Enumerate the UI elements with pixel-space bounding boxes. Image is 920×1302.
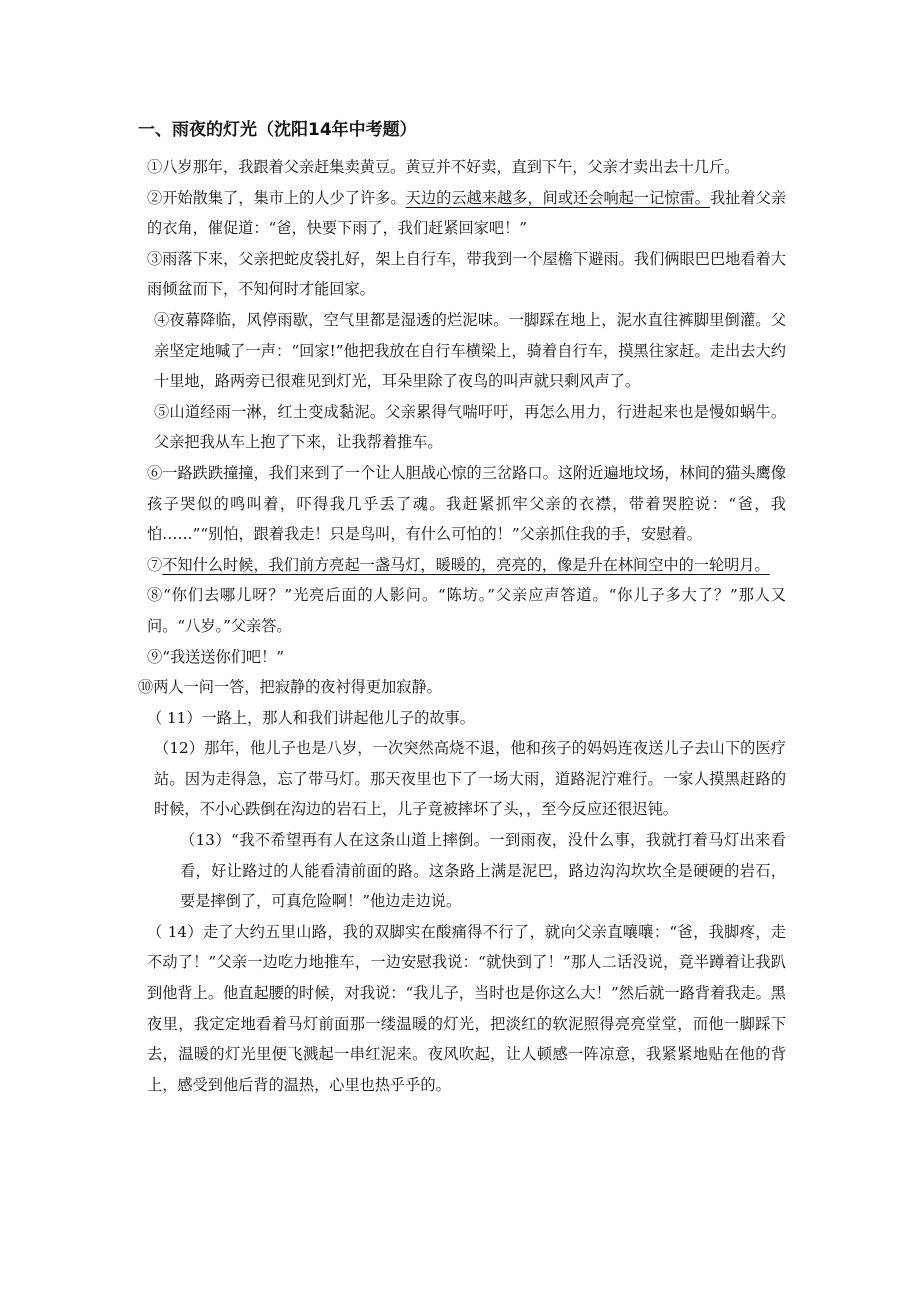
- article-title: 一、雨夜的灯光（沈阳14年中考题）: [138, 120, 417, 140]
- paragraph-6: ⑥一路跌跌撞撞，我们来到了一个让人胆战心惊的三岔路口。这附近遍地坟场，林间的猫头鹰像孩子哭似的鸣叫着，吓得我几乎丢了魂。我赶紧抓牢父亲的衣襟，带着哭腔说：“爸，我怕……”“别怕，跟着我走！只是鸟叫，有什么可怕的！”父亲抓住我的手，安慰着。: [147, 463, 786, 544]
- paragraph-7-marker: ⑦: [147, 555, 163, 574]
- paragraph-3: ③雨落下来，父亲把蛇皮袋扎好，架上自行车，带我到一个屋檐下避雨。我们俩眼巴巴地看着大雨倾盆而下，不知何时才能回家。: [147, 249, 786, 299]
- paragraph-11: （ 11）一路上，那人和我们讲起他儿子的故事。: [147, 708, 475, 727]
- paragraph-2-underlined: 天边的云越来越多，间或还会响起一记惊雷。: [405, 188, 710, 207]
- paragraph-8: ⑧“你们去哪儿呀？”光亮后面的人影问。“陈坊。”父亲应声答道。“你儿子多大了？”那人又问。“八岁。”父亲答。: [147, 586, 786, 635]
- paragraph-5: ⑤山道经雨一淋，红土变成黏泥。父亲累得气喘吁吁，再怎么用力，行进起来也是慢如蜗牛。父亲把我从车上抱了下来，让我帮着推车。: [154, 402, 786, 452]
- paragraph-2: [138, 183, 786, 244]
- paragraph-14: （ 14）走了大约五里山路，我的双脚实在酸痛得不行了，就向父亲直嚷嚷：“爸，我脚疼，走不动了！”父亲一边吃力地推车，一边安慰我说：“就快到了！”那人二话没说，竟半蹲着让我趴到他背上。他直起腰的时候，对我说：“我儿子，当时也是你这么大！”然后就一路背着我走。黑夜里，我定定地看着马灯前面那一缕温暖的灯光，把淡红的软泥照得亮亮堂堂，而他一脚踩下去，温暖的灯光里便飞溅起一串红泥来。夜风吹起，让人顿感一阵凉意，我紧紧地贴在他的背上，感受到他后背的温热，心里也热乎乎的。: [147, 922, 786, 1094]
- paragraph-10: ⑩两人一问一答，把寂静的夜衬得更加寂静。: [138, 678, 442, 697]
- paragraph-1: ①八岁那年，我跟着父亲赶集卖黄豆。黄豆并不好卖，直到下午，父亲才卖出去十几斤。: [147, 158, 740, 176]
- paragraph-12: （12）那年，他儿子也是八岁，一次突然高烧不退，他和孩子的妈妈连夜送儿子去山下的医疗站。因为走得急，忘了带马灯。那天夜里也下了一场大雨，道路泥泞难行。一家人摸黑赶路的时候，不小心跌倒在沟边的岩石上，儿子竟被摔坏了头，，至今反应还很迟钝。: [154, 739, 786, 819]
- paragraph-7: [138, 550, 786, 581]
- paragraph-2-lead: ②开始散集了，集市上的人少了许多。: [147, 188, 406, 207]
- paragraph-9: ⑨“我送送你们吧！”: [147, 647, 285, 666]
- article-body: [138, 152, 786, 1100]
- paragraph-2-rest: 我扯着父亲的衣角，催促道：“爸，快要下雨了，我们赶紧回家吧！”: [147, 188, 787, 238]
- paragraph-4: ④夜幕降临，风停雨歇，空气里都是湿透的烂泥味。一脚踩在地上，泥水直往裤脚里倒灌。父亲坚定地喊了一声：“回家!”他把我放在自行车横梁上，骑着自行车，摸黑往家赶。走出去大约十里地，路两旁已很难见到灯光，耳朵里除了夜鸟的叫声就只剩风声了。: [154, 310, 786, 391]
- paragraph-7-underlined: 不知什么时候，我们前方亮起一盏马灯，暖暖的，亮亮的，像是升在林间空中的一轮明月。: [162, 555, 770, 574]
- paragraph-13: （13）“我不希望再有人在这条山道上摔倒。一到雨夜，没什么事，我就打着马灯出来看看，好让路过的人能看清前面的路。这条路上满是泥巴，路边沟沟坎坎全是硬硬的岩石，要是摔倒了，可真危险啊！”他边走边说。: [180, 831, 786, 911]
